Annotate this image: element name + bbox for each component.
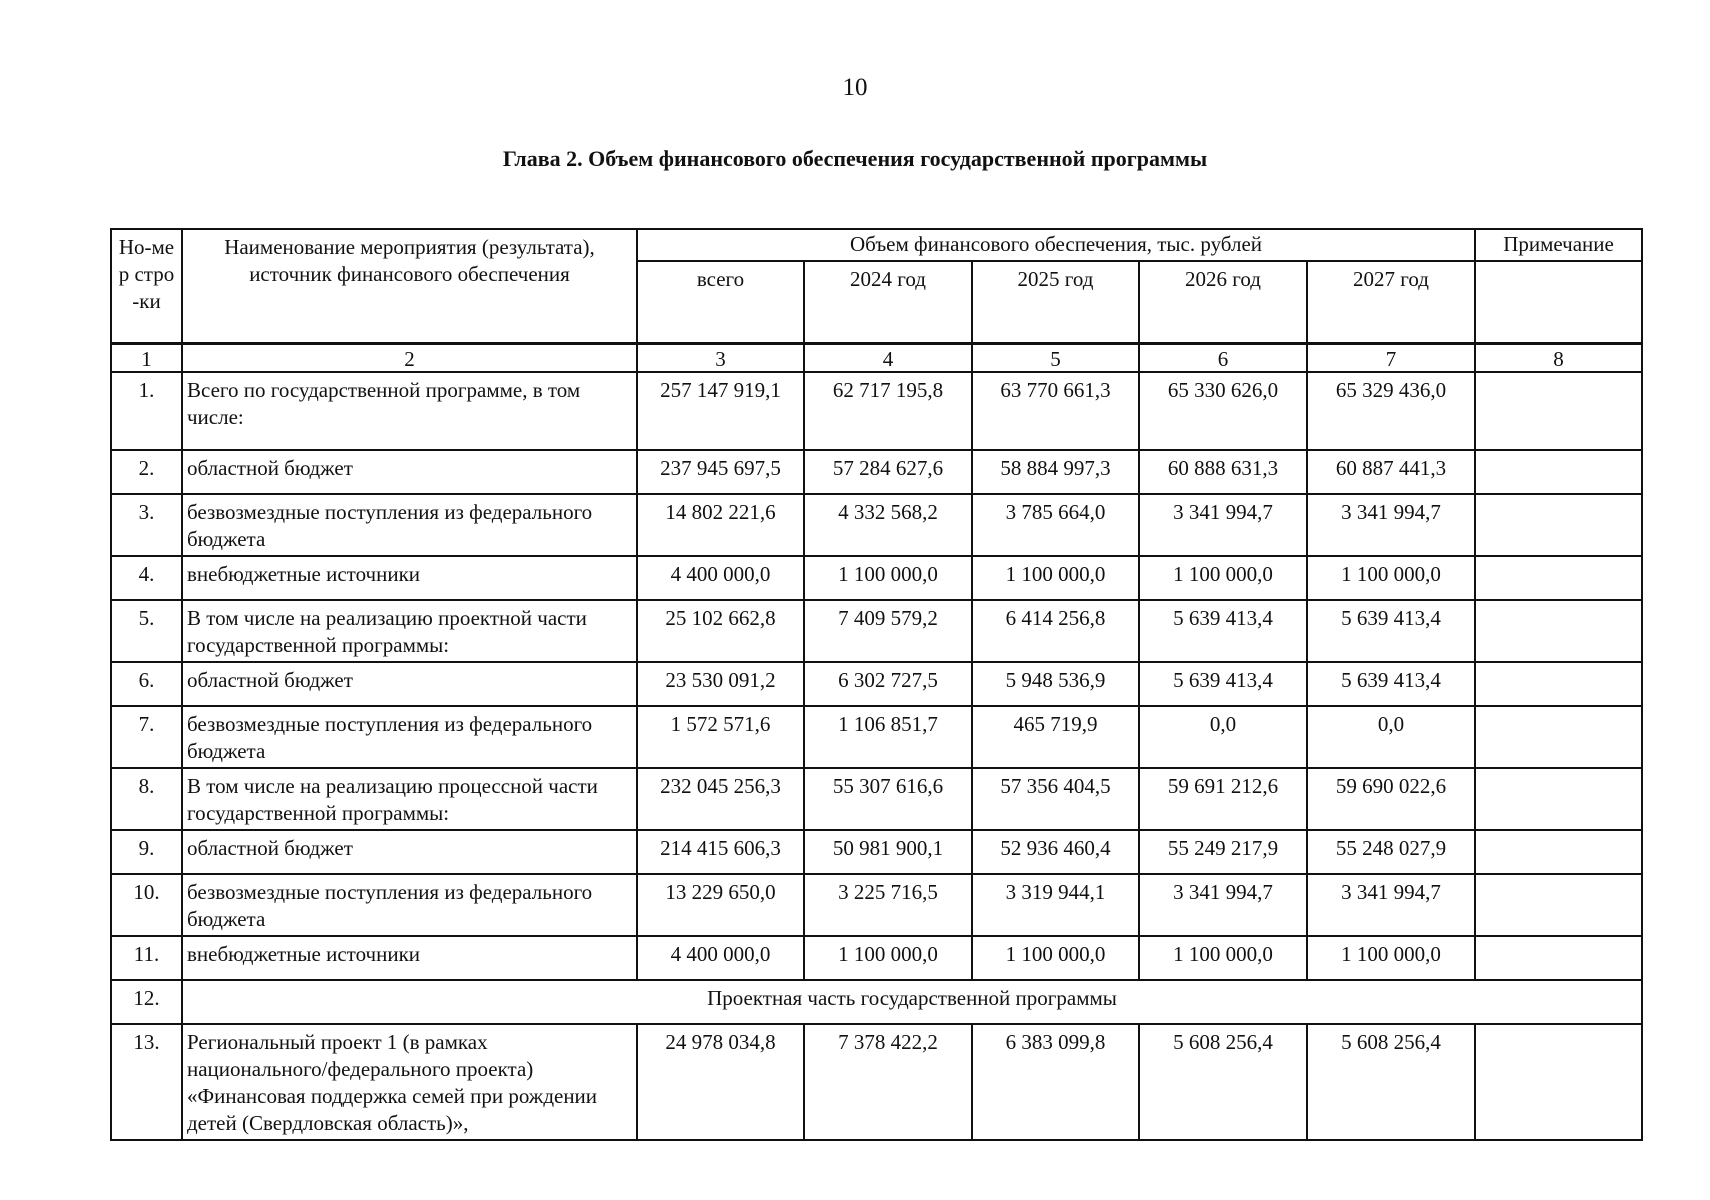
row-2024: 4 332 568,2 bbox=[804, 494, 972, 556]
row-2024: 1 100 000,0 bbox=[804, 556, 972, 600]
row-2026: 0,0 bbox=[1139, 706, 1307, 768]
row-2027: 1 100 000,0 bbox=[1307, 936, 1475, 980]
row-2026: 5 639 413,4 bbox=[1139, 600, 1307, 662]
table-header bbox=[110, 228, 1643, 344]
row-2026: 55 249 217,9 bbox=[1139, 830, 1307, 874]
row-2026: 1 100 000,0 bbox=[1139, 556, 1307, 600]
page-number: 10 bbox=[842, 74, 868, 101]
table-row bbox=[111, 936, 1642, 980]
section-title: Проектная часть государственной программы bbox=[182, 980, 1642, 1024]
column-index-row bbox=[111, 344, 1642, 372]
row-number: 1. bbox=[111, 372, 182, 450]
row-number: 9. bbox=[111, 830, 182, 874]
row-total: 24 978 034,8 bbox=[637, 1024, 804, 1140]
col-header-row-number: Но-мер стро-ки bbox=[111, 229, 182, 343]
col-header-total: всего bbox=[637, 261, 804, 343]
row-2027: 59 690 022,6 bbox=[1307, 768, 1475, 830]
table-row bbox=[111, 830, 1642, 874]
row-2026: 65 330 626,0 bbox=[1139, 372, 1307, 450]
row-number: 12. bbox=[111, 980, 182, 1024]
row-number: 4. bbox=[111, 556, 182, 600]
row-2026: 5 608 256,4 bbox=[1139, 1024, 1307, 1140]
row-name: Всего по государственной программе, в том числе: bbox=[182, 372, 637, 450]
row-2025: 3 319 944,1 bbox=[972, 874, 1139, 936]
col-header-note-empty bbox=[1475, 261, 1642, 343]
row-2027: 1 100 000,0 bbox=[1307, 556, 1475, 600]
row-name: безвозмездные поступления из федерального бюджета bbox=[182, 706, 637, 768]
row-2024: 1 106 851,7 bbox=[804, 706, 972, 768]
row-total: 25 102 662,8 bbox=[637, 600, 804, 662]
row-2027: 5 608 256,4 bbox=[1307, 1024, 1475, 1140]
column-index-cell: 3 bbox=[637, 344, 804, 372]
row-2025: 1 100 000,0 bbox=[972, 556, 1139, 600]
row-number: 11. bbox=[111, 936, 182, 980]
row-number: 2. bbox=[111, 450, 182, 494]
row-number: 8. bbox=[111, 768, 182, 830]
row-2025: 58 884 997,3 bbox=[972, 450, 1139, 494]
row-2025: 5 948 536,9 bbox=[972, 662, 1139, 706]
row-2025: 52 936 460,4 bbox=[972, 830, 1139, 874]
row-2025: 465 719,9 bbox=[972, 706, 1139, 768]
row-2026: 3 341 994,7 bbox=[1139, 494, 1307, 556]
table-row bbox=[111, 372, 1642, 450]
column-index-cell: 2 bbox=[182, 344, 637, 372]
row-2026: 5 639 413,4 bbox=[1139, 662, 1307, 706]
row-total: 13 229 650,0 bbox=[637, 874, 804, 936]
row-2027: 3 341 994,7 bbox=[1307, 874, 1475, 936]
row-note bbox=[1475, 1024, 1642, 1140]
row-number: 7. bbox=[111, 706, 182, 768]
row-2027: 0,0 bbox=[1307, 706, 1475, 768]
row-number: 5. bbox=[111, 600, 182, 662]
row-name: В том числе на реализацию проектной части государственной программы: bbox=[182, 600, 637, 662]
row-2024: 50 981 900,1 bbox=[804, 830, 972, 874]
row-name: В том числе на реализацию процессной части государственной программы: bbox=[182, 768, 637, 830]
row-2027: 55 248 027,9 bbox=[1307, 830, 1475, 874]
column-index-cell: 5 bbox=[972, 344, 1139, 372]
table-row bbox=[111, 494, 1642, 556]
column-index-cell: 6 bbox=[1139, 344, 1307, 372]
table-row bbox=[111, 662, 1642, 706]
section-row bbox=[111, 980, 1642, 1024]
row-name: внебюджетные источники bbox=[182, 936, 637, 980]
row-2025: 6 383 099,8 bbox=[972, 1024, 1139, 1140]
column-index-cell: 4 bbox=[804, 344, 972, 372]
row-2025: 57 356 404,5 bbox=[972, 768, 1139, 830]
row-total: 257 147 919,1 bbox=[637, 372, 804, 450]
row-note bbox=[1475, 830, 1642, 874]
row-note bbox=[1475, 662, 1642, 706]
col-header-note: Примечание bbox=[1475, 229, 1642, 261]
row-total: 4 400 000,0 bbox=[637, 936, 804, 980]
row-total: 232 045 256,3 bbox=[637, 768, 804, 830]
row-2024: 3 225 716,5 bbox=[804, 874, 972, 936]
row-note bbox=[1475, 494, 1642, 556]
row-name: Региональный проект 1 (в рамках национального/федерального проекта) «Финансовая поддержка семей при рождении детей (Свердловская область)», bbox=[182, 1024, 637, 1140]
table-row bbox=[111, 600, 1642, 662]
row-total: 1 572 571,6 bbox=[637, 706, 804, 768]
row-2024: 7 378 422,2 bbox=[804, 1024, 972, 1140]
row-note bbox=[1475, 874, 1642, 936]
row-2027: 60 887 441,3 bbox=[1307, 450, 1475, 494]
row-2026: 1 100 000,0 bbox=[1139, 936, 1307, 980]
row-2027: 3 341 994,7 bbox=[1307, 494, 1475, 556]
row-2026: 60 888 631,3 bbox=[1139, 450, 1307, 494]
col-header-2024: 2024 год bbox=[804, 261, 972, 343]
table-row bbox=[111, 768, 1642, 830]
col-header-2027: 2027 год bbox=[1307, 261, 1475, 343]
column-index-cell: 8 bbox=[1475, 344, 1642, 372]
row-2025: 3 785 664,0 bbox=[972, 494, 1139, 556]
row-2026: 3 341 994,7 bbox=[1139, 874, 1307, 936]
table-row bbox=[111, 1024, 1642, 1140]
row-name: безвозмездные поступления из федерального бюджета bbox=[182, 874, 637, 936]
row-2026: 59 691 212,6 bbox=[1139, 768, 1307, 830]
table-row bbox=[111, 706, 1642, 768]
row-2025: 1 100 000,0 bbox=[972, 936, 1139, 980]
col-header-2025: 2025 год bbox=[972, 261, 1139, 343]
row-note bbox=[1475, 768, 1642, 830]
row-2027: 5 639 413,4 bbox=[1307, 662, 1475, 706]
row-2024: 55 307 616,6 bbox=[804, 768, 972, 830]
row-note bbox=[1475, 556, 1642, 600]
row-total: 237 945 697,5 bbox=[637, 450, 804, 494]
row-name: внебюджетные источники bbox=[182, 556, 637, 600]
row-name: областной бюджет bbox=[182, 450, 637, 494]
row-note bbox=[1475, 372, 1642, 450]
chapter-title: Глава 2. Объем финансового обеспечения государственной программы bbox=[502, 146, 1208, 171]
col-header-2026: 2026 год bbox=[1139, 261, 1307, 343]
finance-table bbox=[110, 343, 1643, 1141]
row-name: областной бюджет bbox=[182, 830, 637, 874]
row-2025: 63 770 661,3 bbox=[972, 372, 1139, 450]
row-2024: 62 717 195,8 bbox=[804, 372, 972, 450]
row-2024: 57 284 627,6 bbox=[804, 450, 972, 494]
row-2027: 5 639 413,4 bbox=[1307, 600, 1475, 662]
row-2024: 1 100 000,0 bbox=[804, 936, 972, 980]
col-header-name: Наименование мероприятия (результата), источник финансового обеспечения bbox=[182, 229, 637, 343]
row-note bbox=[1475, 936, 1642, 980]
col-header-volume: Объем финансового обеспечения, тыс. рублей bbox=[637, 229, 1475, 261]
row-number: 13. bbox=[111, 1024, 182, 1140]
row-2024: 6 302 727,5 bbox=[804, 662, 972, 706]
row-2025: 6 414 256,8 bbox=[972, 600, 1139, 662]
row-2027: 65 329 436,0 bbox=[1307, 372, 1475, 450]
row-number: 6. bbox=[111, 662, 182, 706]
table-row bbox=[111, 874, 1642, 936]
row-name: областной бюджет bbox=[182, 662, 637, 706]
row-note bbox=[1475, 600, 1642, 662]
row-total: 4 400 000,0 bbox=[637, 556, 804, 600]
row-number: 10. bbox=[111, 874, 182, 936]
column-index-cell: 7 bbox=[1307, 344, 1475, 372]
column-index-cell: 1 bbox=[111, 344, 182, 372]
row-total: 214 415 606,3 bbox=[637, 830, 804, 874]
row-number: 3. bbox=[111, 494, 182, 556]
table-row bbox=[111, 450, 1642, 494]
row-name: безвозмездные поступления из федерального бюджета bbox=[182, 494, 637, 556]
table-row bbox=[111, 556, 1642, 600]
row-total: 14 802 221,6 bbox=[637, 494, 804, 556]
row-note bbox=[1475, 450, 1642, 494]
row-total: 23 530 091,2 bbox=[637, 662, 804, 706]
row-2024: 7 409 579,2 bbox=[804, 600, 972, 662]
row-note bbox=[1475, 706, 1642, 768]
